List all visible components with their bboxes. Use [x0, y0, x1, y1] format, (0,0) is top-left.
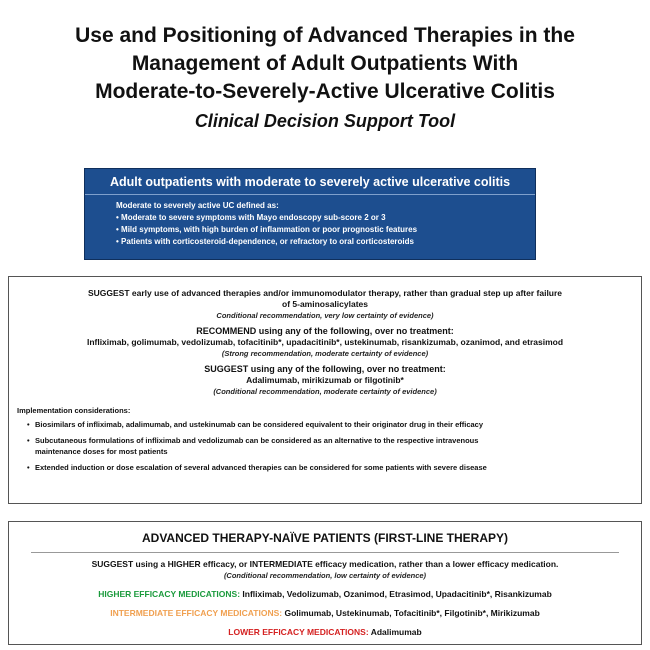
rec2-heading: RECOMMEND using any of the following, over no treatment: [196, 326, 454, 336]
rec2-certainty: (Strong recommendation, moderate certainty of evidence) [221, 349, 429, 358]
population-header: Adult outpatients with moderate to severely active ulcerative colitis [85, 169, 535, 195]
page-title-line-2: Management of Adult Outpatients With [131, 52, 519, 75]
page-title-line-1: Use and Positioning of Advanced Therapies in the [75, 24, 575, 47]
population-box [84, 168, 536, 260]
rec3-drugs: Adalimumab, mirikizumab or filgotinib* [246, 375, 404, 385]
implementation-item: • Subcutaneous formulations of infliximab and vedolizumab can be considered as an alternative to the respective intravenous [27, 436, 479, 445]
implementation-title: Implementation considerations: [17, 406, 131, 415]
criteria-item: • Patients with corticosteroid-dependence, or refractory to oral corticosteroids [116, 237, 414, 246]
naive-suggestion: SUGGEST using a HIGHER efficacy, or INTERMEDIATE efficacy medication, rather than a lower efficacy medication. [91, 559, 559, 569]
recommendations-box [8, 276, 642, 504]
intermediate-efficacy-row [9, 607, 641, 619]
higher-efficacy-drugs: Infliximab, Vedolizumab, Ozanimod, Etrasimod, Upadacitinib*, Risankizumab [240, 589, 552, 599]
higher-efficacy-row [9, 588, 641, 600]
lower-efficacy-drugs: Adalimumab [368, 627, 422, 637]
lower-efficacy-label: LOWER EFFICACY MEDICATIONS: [228, 627, 369, 637]
higher-efficacy-label: HIGHER EFFICACY MEDICATIONS: [98, 589, 241, 599]
page-title-line-3: Moderate-to-Severely-Active Ulcerative Colitis [95, 80, 555, 103]
rec3-certainty: (Conditional recommendation, moderate certainty of evidence) [213, 387, 437, 396]
implementation-item-continued: maintenance doses for most patients [35, 447, 168, 456]
page-subtitle: Clinical Decision Support Tool [194, 111, 456, 131]
rec1-text: SUGGEST early use of advanced therapies and/or immunomodulator therapy, rather than gradual step up after failure of 5-aminosalicylates [87, 288, 563, 309]
implementation-item: • Biosimilars of infliximab, adalimumab, and ustekinumab can be considered equivalent to their originator drug in their efficacy [27, 420, 484, 429]
definition-label: Moderate to severely active UC defined as: [116, 201, 279, 210]
lower-efficacy-row [9, 626, 641, 638]
naive-patients-box [8, 521, 642, 645]
naive-certainty: (Conditional recommendation, low certainty of evidence) [223, 571, 427, 580]
population-definition [85, 195, 535, 248]
criteria-item: • Mild symptoms, with high burden of inflammation or poor prognostic features [116, 225, 418, 234]
implementation-item: • Extended induction or dose escalation of several advanced therapies can be considered for some patients with severe disease [27, 463, 487, 472]
divider [31, 552, 619, 553]
implementation-list [17, 419, 641, 473]
criteria-item: • Moderate to severe symptoms with Mayo endoscopy sub-score 2 or 3 [116, 213, 386, 222]
title-block [0, 22, 650, 133]
intermediate-efficacy-label: INTERMEDIATE EFFICACY MEDICATIONS: [110, 608, 283, 618]
naive-title: ADVANCED THERAPY-NAÏVE PATIENTS (FIRST-LINE THERAPY) [141, 531, 509, 545]
implementation-section [9, 405, 641, 473]
rec3-heading: SUGGEST using any of the following, over no treatment: [204, 364, 446, 374]
rec1-certainty: Conditional recommendation, very low certainty of evidence) [216, 311, 434, 320]
rec2-drugs: Infliximab, golimumab, vedolizumab, tofacitinib*, upadacitinib*, ustekinumab, risankizumab, ozanimod, and etrasimod [86, 337, 564, 347]
intermediate-efficacy-drugs: Golimumab, Ustekinumab, Tofacitinib*, Filgotinib*, Mirikizumab [282, 608, 540, 618]
